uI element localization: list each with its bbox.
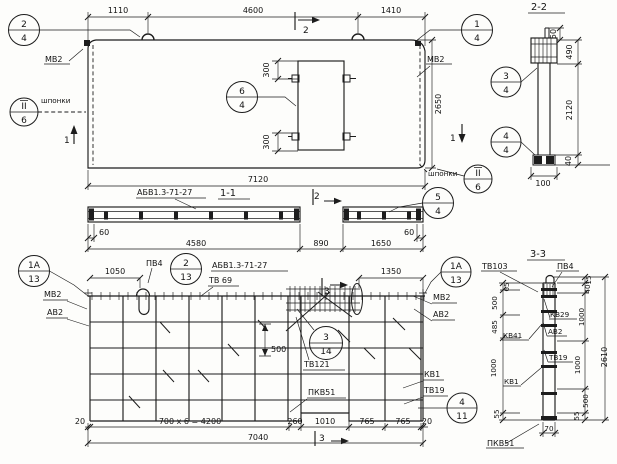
label-shponki-right: шпонки — [428, 169, 458, 178]
section-marker-1-left — [64, 125, 78, 146]
label-text: МВ2 — [45, 55, 63, 64]
dim-4580: 4580 — [185, 239, 207, 248]
dim-500-left: 500 — [490, 296, 499, 310]
dim-765-b: 765 — [395, 417, 411, 426]
callout-ii-6-right — [419, 164, 492, 193]
label-av2-left: АВ2 — [47, 308, 64, 317]
callout-leader — [416, 30, 493, 41]
callout-2-13 — [171, 254, 202, 285]
dim-1410: 1410 — [380, 6, 402, 15]
callout-sheet: 4 — [435, 207, 441, 217]
callout-leader — [227, 97, 297, 106]
slab-left-segment — [88, 207, 300, 222]
label-pv4: ПВ4 — [557, 262, 574, 271]
callout-num: 2 — [183, 259, 189, 269]
panel-outline — [88, 40, 425, 168]
mesh-verticals — [90, 296, 423, 421]
mesh-horizontals — [90, 322, 423, 400]
callout-num: 2 — [21, 20, 27, 30]
dim-20-right: 20 — [421, 417, 433, 426]
label-mv2-left: МВ2 — [44, 290, 62, 299]
callout-sheet: 13 — [450, 276, 462, 286]
label-pv4: ПВ4 — [146, 259, 163, 268]
lifting-loops — [142, 34, 364, 40]
marker-arrow — [312, 17, 320, 23]
section-marker-3-bottom — [315, 431, 349, 446]
panel-keyway-dashed-edges — [93, 45, 420, 165]
dim-50: 50 — [549, 28, 558, 40]
bottom-dim-lines — [85, 415, 428, 447]
marker-label: 1 — [450, 134, 456, 144]
dim-40: 40 — [583, 284, 592, 294]
dim-1650: 1650 — [370, 239, 392, 248]
callout-ii-6-left — [10, 96, 86, 126]
label-tv121: ТВ121 — [304, 360, 330, 369]
callout-3-14 — [297, 309, 343, 360]
dim-2650: 2650 — [434, 93, 443, 115]
label-tv69: ТВ 69 — [209, 276, 233, 285]
dim-890: 890 — [313, 239, 329, 248]
dim-1050-line — [90, 278, 140, 288]
dim-1000-r2: 1000 — [573, 355, 582, 375]
door-opening — [298, 61, 344, 150]
mark-label: АБВ1.3-71-27 — [137, 188, 193, 197]
dim-40: 40 — [564, 155, 573, 167]
section-1-1 — [85, 188, 454, 253]
dim-1050: 1050 — [104, 267, 126, 276]
callout-leader — [425, 272, 471, 293]
callout-sheet: 11 — [456, 412, 468, 422]
label-text: МВ2 — [427, 55, 445, 64]
label-tv19: ТВ19 — [424, 386, 445, 395]
marker-label: 2 — [314, 192, 320, 202]
section-title: 1-1 — [220, 188, 237, 199]
callout-sheet: 6 — [21, 116, 27, 126]
panel-corner-plates — [84, 40, 421, 46]
section-title: 3-3 — [530, 249, 547, 260]
callout-1-4 — [416, 15, 493, 46]
dim-1000-r1: 1000 — [577, 307, 586, 327]
cluster-diagonals — [286, 292, 352, 331]
callout-sheet: 4 — [503, 146, 509, 156]
tv69-leader — [201, 286, 239, 296]
label-shponki-left: шпонки — [41, 96, 71, 105]
dim-55-left: 55 — [492, 409, 501, 419]
label-av2: АВ2 — [548, 327, 563, 336]
callout-leader — [297, 309, 343, 343]
marker-arrow — [340, 282, 348, 288]
label-pkv51: ПКВ51 — [308, 388, 336, 397]
callout-leader — [491, 142, 535, 155]
av2-left-leader — [46, 318, 89, 326]
mark-label: АБВ1.3-71-27 — [212, 261, 268, 270]
dim-300-top: 300 — [262, 62, 271, 78]
label-av2-right: АВ2 — [433, 310, 450, 319]
dim-1010: 1010 — [314, 417, 336, 426]
dim-300-bottom: 300 — [262, 134, 271, 150]
callout-2-4 — [9, 15, 141, 46]
label-mv2-right — [417, 55, 452, 77]
bottom-block-fill — [534, 156, 554, 164]
label-tv19: ТВ19 — [549, 353, 568, 362]
marker-arrow — [71, 125, 78, 134]
callout-num: 1 — [474, 20, 480, 30]
slab-left-flanges — [88, 212, 300, 219]
callout-sheet: 14 — [320, 347, 332, 357]
dim-500: 500 — [271, 345, 287, 354]
label-kv1: КВ1 — [424, 370, 441, 379]
callout-num: 4 — [503, 132, 509, 142]
dim-1350-line — [359, 278, 423, 292]
callout-sheet: 4 — [503, 86, 509, 96]
dim-765-a: 765 — [359, 417, 375, 426]
callout-6-4 — [227, 82, 297, 113]
marker-label: 3 — [319, 434, 325, 444]
dim-1000-left: 1000 — [489, 358, 498, 378]
marker-arrow — [334, 198, 342, 204]
pv4-leader — [552, 271, 579, 287]
marker-label: 2 — [303, 26, 309, 36]
dim-4600: 4600 — [242, 6, 264, 15]
section-title: 2-2 — [531, 2, 548, 13]
dim-1110: 1110 — [107, 6, 129, 15]
section-3-3 — [481, 249, 609, 448]
callout-sheet: 13 — [28, 275, 40, 285]
label-kv1: КВ1 — [504, 377, 519, 386]
right-dim-lines — [549, 28, 610, 165]
dim-1350: 1350 — [380, 267, 402, 276]
callout-num: II — [21, 102, 27, 112]
section-2-2 — [491, 2, 610, 188]
callout-num: II — [475, 169, 481, 179]
pv4-leader — [148, 268, 152, 283]
dim-60-left: 60 — [99, 228, 110, 237]
dim-55-right: 55 — [572, 411, 581, 421]
callout-leader — [9, 30, 141, 37]
callout-5-4 — [389, 188, 454, 219]
callout-leader — [491, 68, 537, 82]
callout-4-4 — [491, 127, 535, 157]
stem — [538, 63, 550, 155]
left-dim-lines — [499, 283, 543, 420]
callout-sheet: 4 — [239, 101, 245, 111]
label-kv41: КВ41 — [503, 331, 523, 340]
callout-num: 4 — [459, 398, 465, 408]
callout-sheet: 4 — [474, 34, 480, 44]
label-leader — [417, 64, 452, 77]
elevation-view — [9, 6, 493, 205]
dim-485: 485 — [490, 320, 499, 334]
callout-num: 1А — [450, 262, 462, 272]
dim-7040: 7040 — [247, 433, 269, 442]
callout-num: 6 — [239, 87, 245, 97]
label-tv103: ТВ103 — [482, 262, 508, 271]
lifting-hook-pv4 — [137, 289, 150, 314]
dim-20-left: 20 — [74, 417, 86, 426]
marker-label: 3 — [324, 287, 330, 297]
dim-2610: 2610 — [600, 346, 609, 368]
callout-sheet: 4 — [21, 34, 27, 44]
dim-60-right: 60 — [404, 228, 415, 237]
callout-num: 5 — [435, 193, 441, 203]
section-marker-1-right — [450, 124, 466, 144]
dim-15: 15 — [584, 275, 593, 285]
label-kv29: КВ29 — [550, 310, 570, 319]
callout-num: 3 — [503, 72, 509, 82]
dim-500-right: 500 — [581, 394, 590, 408]
callout-sheet: 13 — [180, 273, 192, 283]
dim-490: 490 — [565, 44, 574, 60]
dim-2120: 2120 — [565, 99, 574, 121]
callout-num: 1А — [28, 261, 40, 271]
dim-65: 65 — [502, 282, 511, 292]
section-marker-2-bottom — [313, 189, 342, 205]
callout-sheet: 6 — [475, 183, 481, 193]
label-pkv51: ПКВ51 — [487, 439, 515, 448]
marker-label: 1 — [64, 136, 70, 146]
dim-500-arrow-bottom — [262, 349, 268, 356]
label-mv2-right: МВ2 — [433, 293, 451, 302]
marker-arrow — [459, 134, 466, 143]
bent-bar-marks — [129, 318, 421, 408]
callout-1a-13-right — [425, 257, 471, 293]
dim-700x6: 700 x 6 = 4200 — [158, 417, 222, 426]
dim-260: 260 — [287, 417, 303, 426]
callout-3-4 — [491, 67, 537, 97]
dim-100: 100 — [535, 179, 551, 188]
head-hatch — [531, 38, 557, 63]
label-mv2-left — [44, 49, 83, 64]
dim-7120: 7120 — [247, 175, 269, 184]
section-marker-2-top — [295, 12, 320, 36]
callout-num: 3 — [323, 333, 329, 343]
dim-70: 70 — [544, 424, 554, 433]
reinforcement-plan — [19, 254, 478, 448]
